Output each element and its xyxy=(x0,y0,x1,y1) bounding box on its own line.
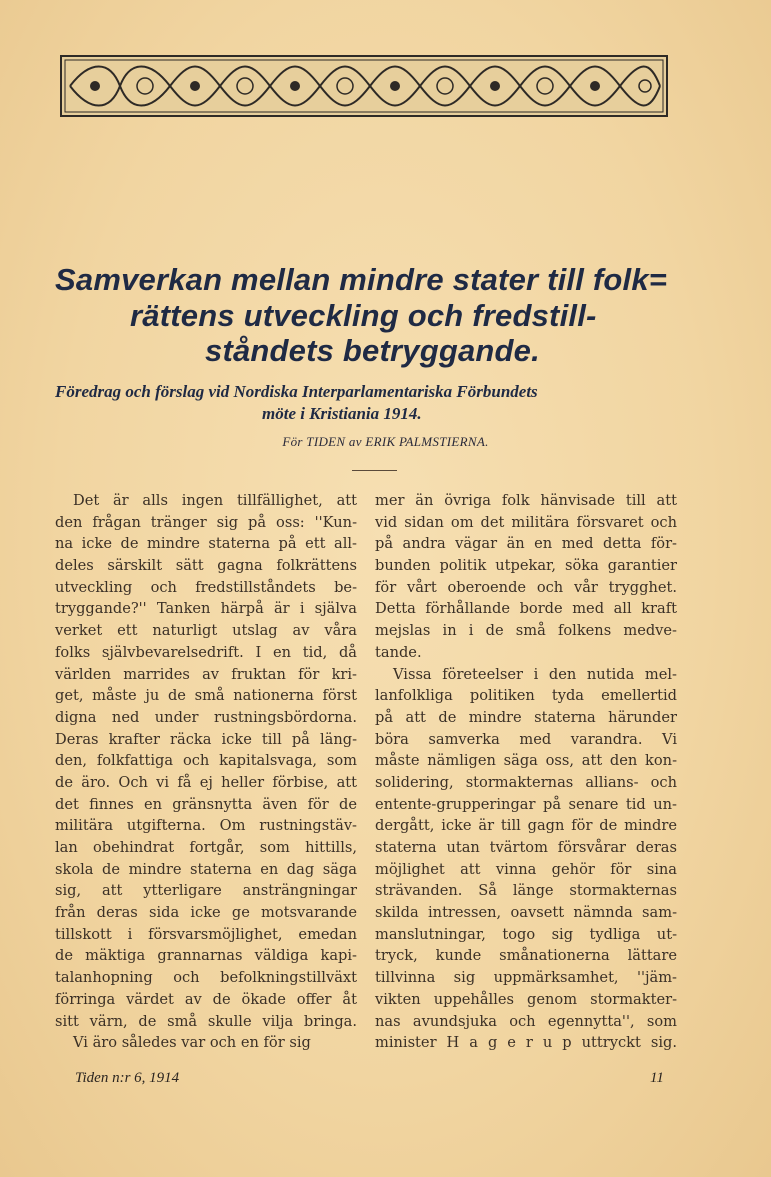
text-line: Vi äro således var och en för sig xyxy=(73,1034,311,1052)
text-line: Deras krafter räcka icke till på läng- xyxy=(55,730,357,748)
ornamental-header-banner xyxy=(60,55,668,117)
text-line: böra samverka med varandra. Vi xyxy=(375,730,677,748)
text-line: entente-grupperingar på senare tid un- xyxy=(375,795,677,813)
text-line: den, folkfattiga och kapitalsvaga, som xyxy=(55,752,357,770)
article-title-line-1: Samverkan mellan mindre stater till folk= xyxy=(55,262,668,297)
page-number: 11 xyxy=(650,1070,664,1086)
text-line: bunden politik utpekar, söka garantier xyxy=(375,557,677,575)
text-line: det finnes en gränsnytta även för de xyxy=(55,795,357,813)
text-line: de mäktiga grannarnas väldiga kapi- xyxy=(55,947,357,965)
text-line: solidering, stormakternas allians- och xyxy=(375,773,677,791)
text-line: skilda intressen, oavsett nämnda sam- xyxy=(375,904,677,922)
text-line: mer än övriga folk hänvisade till att xyxy=(375,492,677,509)
text-line: folks självbevarelsedrift. I en tid, då xyxy=(55,643,357,661)
text-line: get, måste ju de små nationerna först xyxy=(55,687,357,705)
text-line: tillvinna sig uppmärksamhet, ''jäm- xyxy=(375,969,677,987)
footer-journal: Tiden n:r 6, 1914 xyxy=(75,1070,180,1086)
text-line: na icke de mindre staterna på ett all- xyxy=(55,535,357,553)
text-line: möjlighet att vinna gehör för sina xyxy=(375,860,677,878)
text-line: tryck, kunde smånationerna lättare xyxy=(375,947,677,965)
text-line: Det är alls ingen tillfällighet, att xyxy=(73,492,357,509)
divider xyxy=(352,470,397,471)
text-line: sitt värn, de små skulle vilja bringa. xyxy=(55,1012,357,1030)
text-line: talanhopning och befolkningstillväxt xyxy=(55,969,357,987)
text-line: på att de mindre staterna härunder xyxy=(375,708,677,726)
author-byline: För TIDEN av ERIK PALMSTIERNA. xyxy=(282,434,489,449)
right-column xyxy=(375,490,677,1054)
text-line: vid sidan om det militära försvaret och xyxy=(375,513,677,531)
text-line: lan obehindrat fortgår, som hittills, xyxy=(55,839,357,856)
text-line: deles särskilt sätt gagna folkrättens xyxy=(55,557,357,575)
text-line: förringa värdet av de ökade offer åt xyxy=(55,990,357,1008)
text-line: måste nämligen säga oss, att den kon- xyxy=(375,752,677,770)
text-line: utveckling och fredstillståndets be- xyxy=(55,578,357,596)
text-line: tryggande?'' Tanken härpå är i själva xyxy=(55,600,357,618)
subtitle-line-1: Föredrag och förslag vid Nordiska Interparlamentariska Förbundets xyxy=(55,382,538,401)
text-line: på andra vägar än en med detta för- xyxy=(375,535,677,553)
text-line: för vårt oberoende och vår trygghet. xyxy=(375,578,677,596)
text-line: den frågan tränger sig på oss: ''Kun- xyxy=(55,513,357,531)
text-line: Vissa företeelser i den nutida mel- xyxy=(393,665,677,683)
article-title-line-2: rättens utveckling och fredstill- xyxy=(130,298,597,333)
text-line: militära utgifterna. Om rustningstäv- xyxy=(55,817,357,835)
text-line: tande. xyxy=(375,643,422,661)
text-line: manslutningar, togo sig tydliga ut- xyxy=(375,925,677,943)
text-line: nas avundsjuka och egennytta'', som xyxy=(375,1012,677,1030)
text-line: tillskott i försvarsmöjlighet, emedan xyxy=(55,925,357,943)
text-line: minister H a g e r u p uttryckt sig. xyxy=(375,1034,677,1052)
subtitle-line-2: möte i Kristiania 1914. xyxy=(262,404,422,423)
text-line: mejslas in i de små folkens medve- xyxy=(375,622,677,640)
text-line: vikten uppehålles genom stormakter- xyxy=(375,990,677,1008)
text-line: staterna utan tvärtom försvårar deras xyxy=(375,839,677,856)
article-title-line-3: ståndets betryggande. xyxy=(205,333,540,368)
text-line: verket ett naturligt utslag av våra xyxy=(55,622,357,640)
text-line: Detta förhållande borde med all kraft xyxy=(375,600,677,618)
text-line: skola de mindre staterna en dag säga xyxy=(55,860,357,878)
text-line: lanfolkliga politiken tyda emellertid xyxy=(375,687,677,705)
text-line: dergått, icke är till gagn för de mindre xyxy=(375,817,677,835)
left-column xyxy=(55,490,357,1054)
text-line: från deras sida icke ge motsvarande xyxy=(55,904,357,922)
text-line: världen marrides av fruktan för kri- xyxy=(55,665,357,683)
text-line: de äro. Och vi få ej heller förbise, att xyxy=(55,773,357,791)
text-line: sig, att ytterligare ansträngningar xyxy=(55,882,357,900)
text-line: strävanden. Så länge stormakternas xyxy=(375,882,677,900)
text-line: digna ned under rustningsbördorna. xyxy=(55,708,357,726)
